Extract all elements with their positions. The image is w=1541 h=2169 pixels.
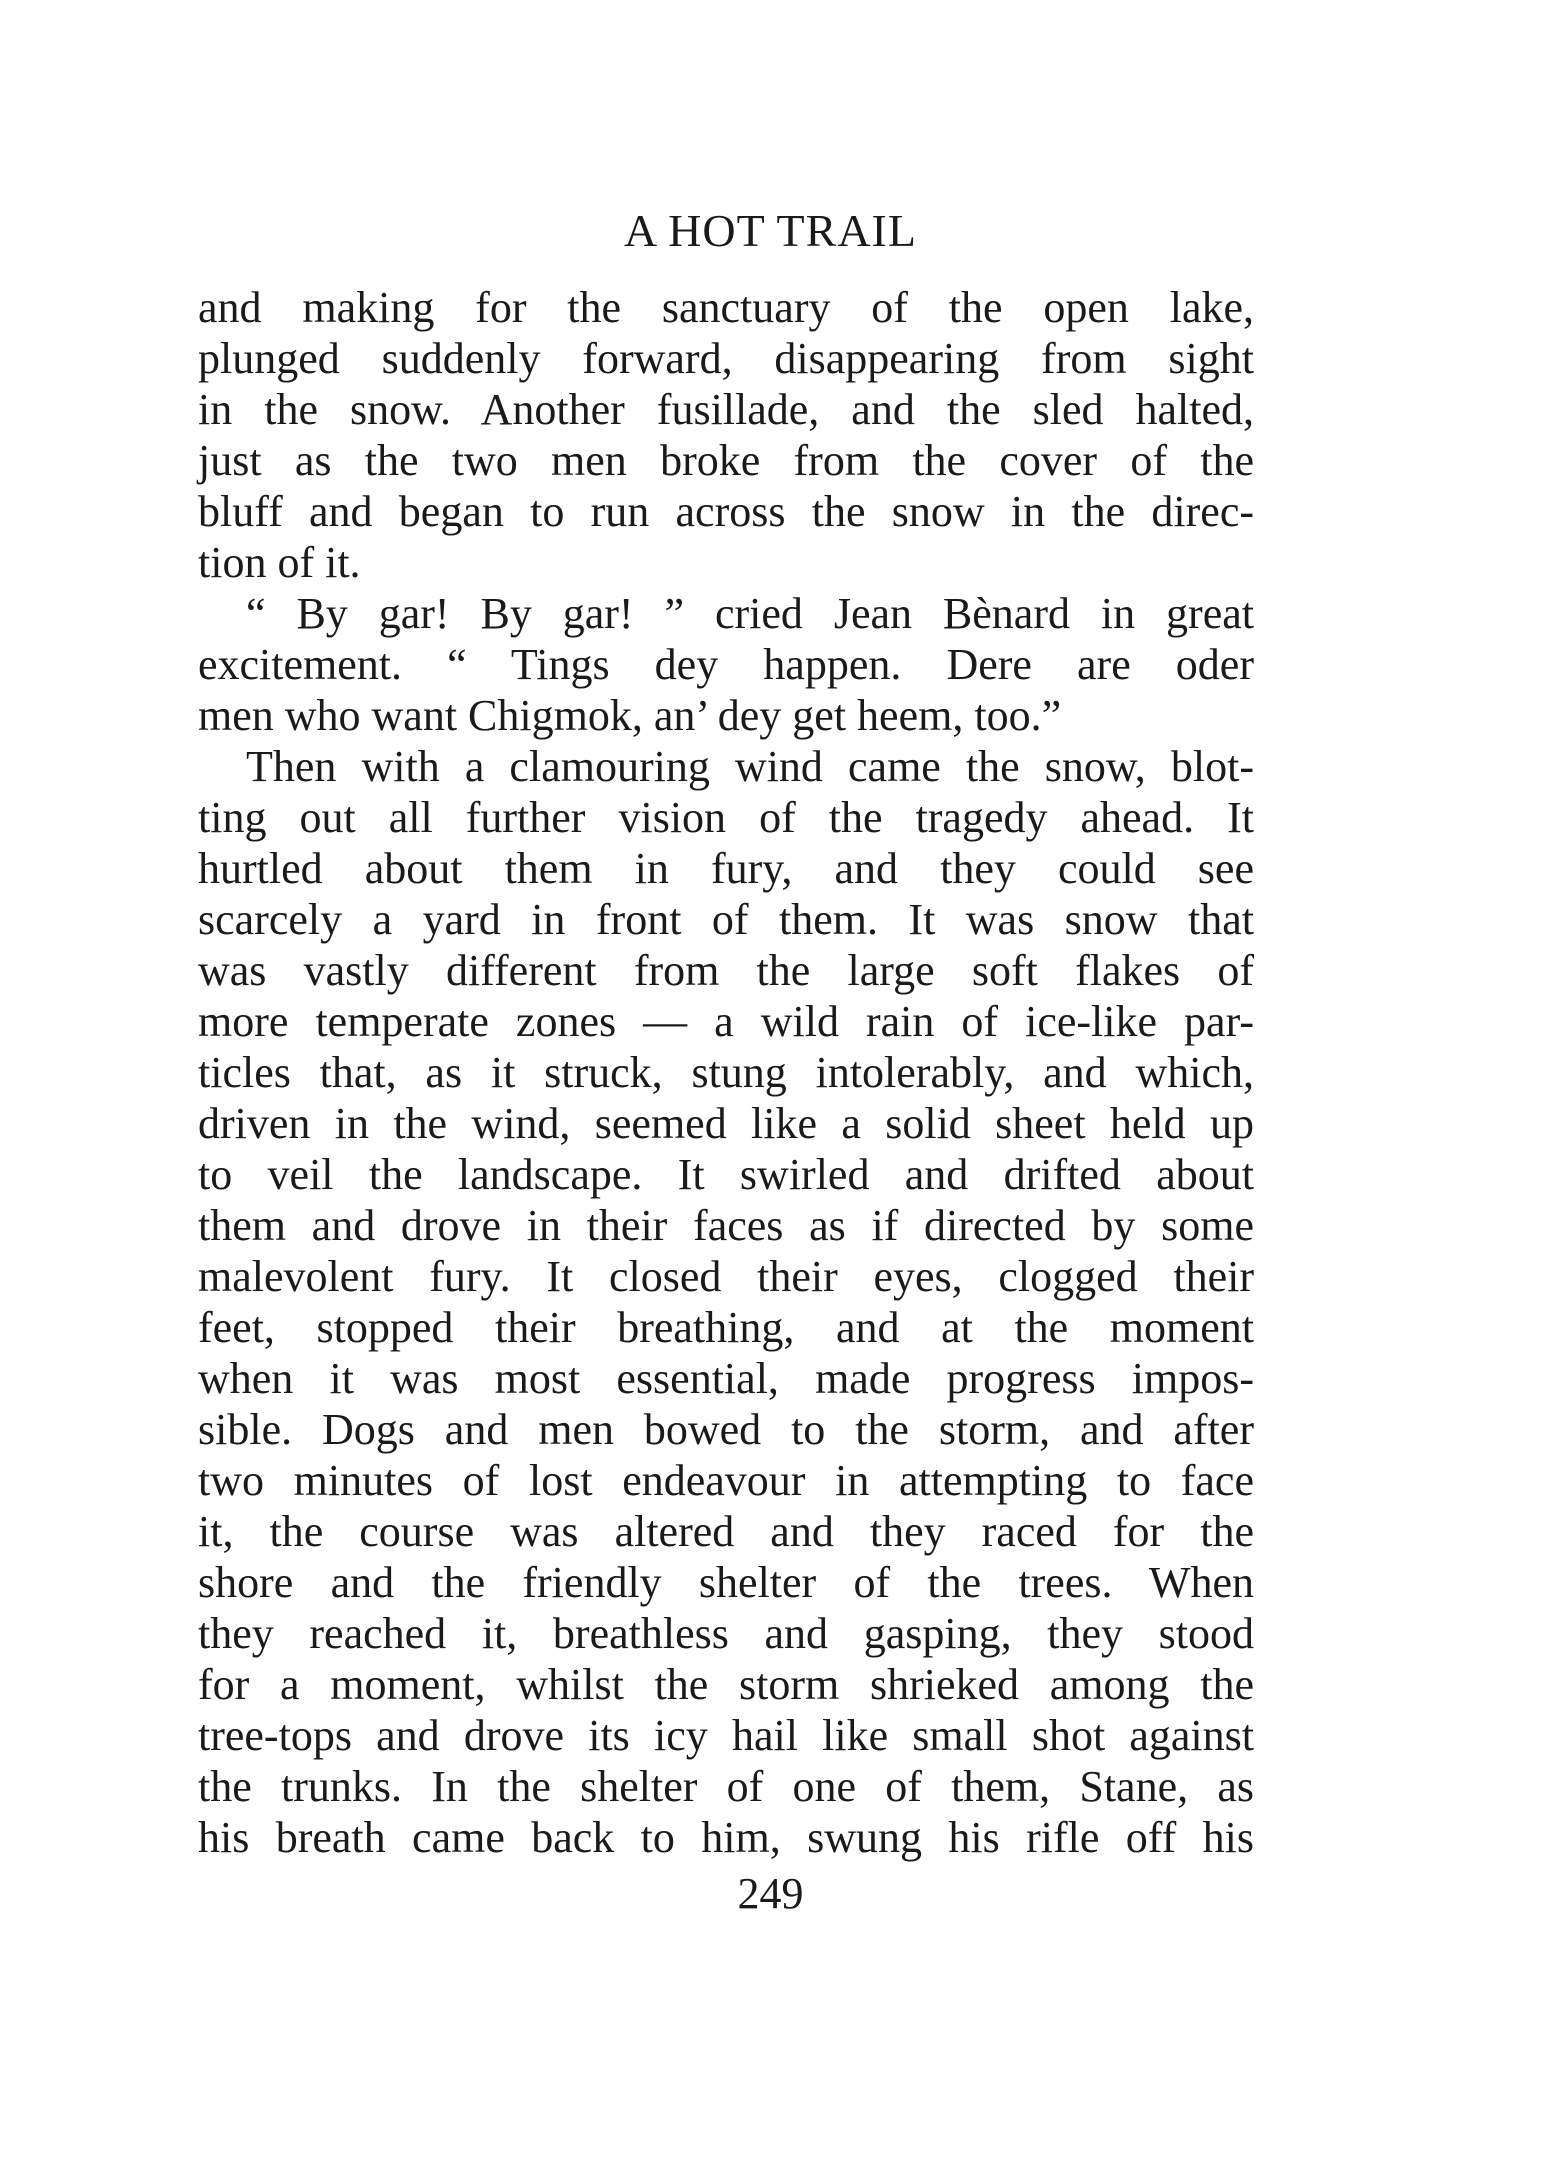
text-line: ticles that, as it struck, stung intolerably, and which,: [198, 1048, 1254, 1097]
text-line: “ By gar! By gar! ” cried Jean Bènard in great: [246, 589, 1254, 638]
text-line: in the snow. Another fusillade, and the sled halted,: [198, 385, 1254, 434]
body-text: [198, 282, 1254, 1863]
text-line: tion of it.: [198, 538, 361, 587]
text-line: two minutes of lost endeavour in attempting to face: [198, 1456, 1254, 1505]
text-line: when it was most essential, made progress impos-: [198, 1354, 1254, 1403]
text-line: plunged suddenly forward, disappearing from sight: [198, 334, 1254, 383]
text-line: Then with a clamouring wind came the snow, blot-: [246, 742, 1254, 791]
text-line: men who want Chigmok, an’ dey get heem, too.”: [198, 691, 1062, 740]
page-number: 249: [737, 1869, 804, 1918]
text-line: hurtled about them in fury, and they could see: [198, 844, 1254, 893]
text-line: and making for the sanctuary of the open lake,: [198, 283, 1254, 332]
text-line: was vastly different from the large soft flakes of: [198, 946, 1254, 995]
text-line: scarcely a yard in front of them. It was snow that: [198, 895, 1254, 944]
text-line: just as the two men broke from the cover of the: [198, 436, 1254, 485]
text-line: the trunks. In the shelter of one of them, Stane, as: [198, 1762, 1254, 1811]
text-line: bluff and began to run across the snow in the direc-: [198, 487, 1254, 536]
text-line: they reached it, breathless and gasping, they stood: [198, 1609, 1254, 1658]
text-line: to veil the landscape. It swirled and drifted about: [198, 1150, 1254, 1199]
text-line: tree-tops and drove its icy hail like small shot against: [198, 1711, 1254, 1760]
text-line: it, the course was altered and they raced for the: [198, 1507, 1254, 1556]
running-title: A HOT TRAIL: [624, 205, 917, 256]
text-line: feet, stopped their breathing, and at the moment: [198, 1303, 1254, 1352]
text-line: shore and the friendly shelter of the trees. When: [198, 1558, 1254, 1607]
text-line: his breath came back to him, swung his rifle off his: [198, 1813, 1254, 1862]
text-line: more temperate zones — a wild rain of ice-like par-: [198, 997, 1254, 1046]
text-line: sible. Dogs and men bowed to the storm, and after: [198, 1405, 1254, 1454]
text-line: driven in the wind, seemed like a solid sheet held up: [198, 1099, 1254, 1148]
text-line: malevolent fury. It closed their eyes, clogged their: [198, 1252, 1254, 1301]
text-line: ting out all further vision of the tragedy ahead. It: [198, 793, 1254, 842]
text-line: them and drove in their faces as if directed by some: [198, 1201, 1254, 1250]
text-line: for a moment, whilst the storm shrieked among the: [198, 1660, 1254, 1709]
text-line: excitement. “ Tings dey happen. Dere are oder: [198, 640, 1254, 689]
